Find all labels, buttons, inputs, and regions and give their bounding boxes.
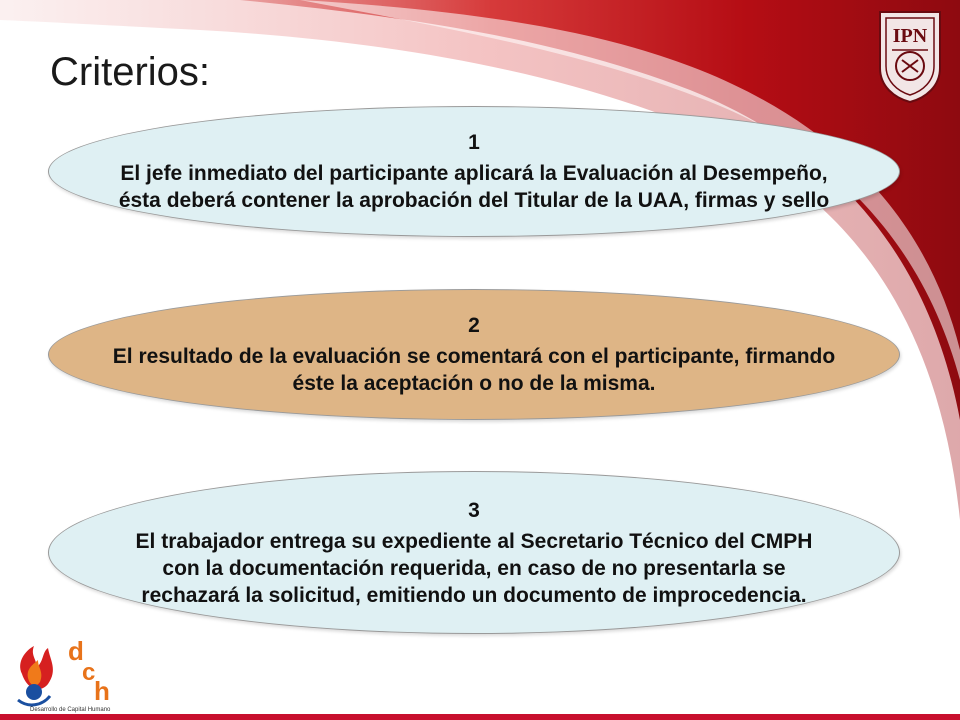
ipn-logo-text: IPN (892, 25, 928, 47)
criterion-1-ellipse (48, 106, 900, 237)
criterion-2-text: El resultado de la evaluación se comentará con el participante, firmando éste la aceptación o no de la misma. (112, 345, 836, 395)
slide-title: Criterios: (50, 50, 211, 94)
ipn-shield-logo-icon (874, 6, 946, 104)
criterion-3-number: 3 (468, 498, 480, 522)
dch-logo-caption: Desarrollo de Capital Humano (30, 707, 111, 713)
criterion-2-number: 2 (468, 314, 480, 337)
criterion-3-text: El trabajador entrega su expediente al Secretario Técnico del CMPH con la documentación requerida, en caso de no presentarla se rechazará la solicitud, emitiendo un documento de improcedencia. (135, 529, 813, 607)
criterion-1-text: El jefe inmediato del participante aplicará la Evaluación al Desempeño, ésta deberá contener la aprobación del Titular de la UAA, firmas y sello (118, 162, 830, 212)
criterion-2-ellipse (48, 289, 900, 420)
criterion-1-number: 1 (468, 131, 480, 154)
dch-logo-icon (8, 634, 128, 716)
dch-letter-c: c (82, 659, 96, 686)
dch-letter-d: d (68, 636, 84, 666)
criterion-3-ellipse (48, 471, 900, 634)
dch-letter-h: h (94, 676, 110, 706)
